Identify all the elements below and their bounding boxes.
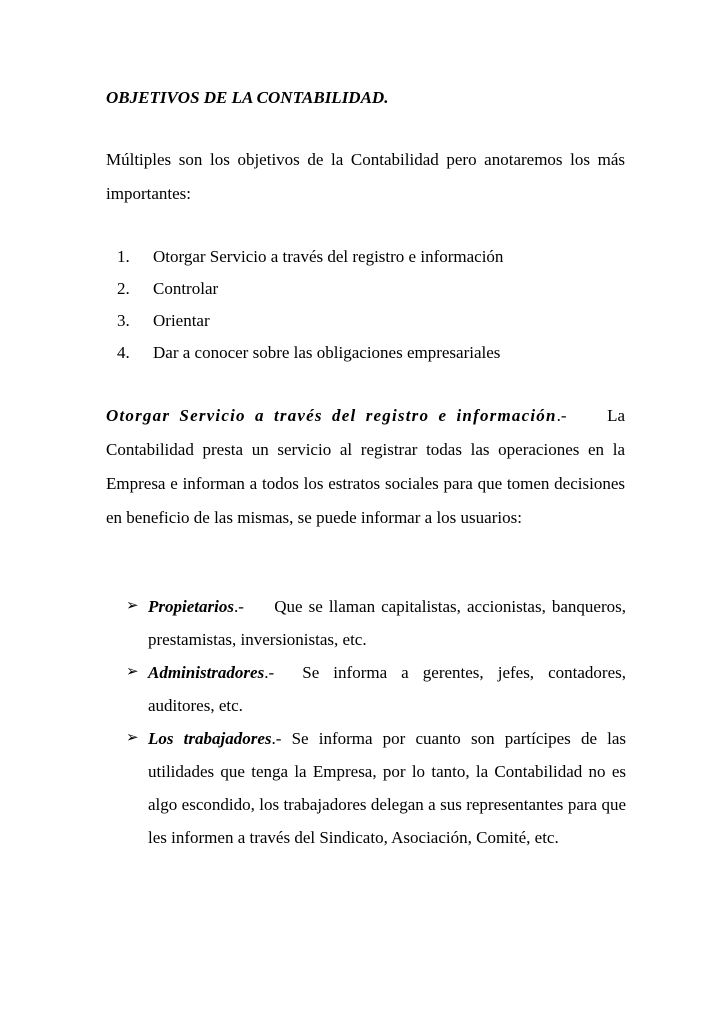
arrow-bullet-icon: ➢ [126,730,139,746]
list-number: 4. [117,343,130,362]
section-paragraph [106,399,625,535]
section-text: La Contabilidad presta un servicio al registrar todas las operaciones en la Empresa e informan a todos los estratos sociales para que tomen decisiones en beneficio de las mismas, se puede informar a los usuarios: [106,406,626,527]
bullet-text: Que se llaman capitalistas, accionistas, banqueros, prestamistas, inversionistas, etc. [148,597,626,649]
list-text: Otorgar Servicio a través del registro e información [153,247,504,266]
list-number: 2. [117,279,130,298]
objectives-list [106,241,626,369]
list-item [126,590,626,656]
bullet-separator: .- [233,597,244,616]
list-text: Orientar [153,311,210,330]
list-text: Controlar [153,279,219,298]
bullet-lead: Los trabajadores [148,729,272,748]
bullet-text: Se informa a gerentes, jefes, contadores, auditores, etc. [148,663,627,715]
list-item [106,273,626,305]
intro-paragraph: Múltiples son los objetivos de la Contabilidad pero anotaremos los más importantes: [106,150,625,203]
list-item [126,656,626,722]
list-item [106,305,626,337]
list-number: 3. [117,311,130,330]
bullet-lead: Administradores [148,663,265,682]
list-item [126,722,626,854]
bullet-separator: .- [264,663,275,682]
list-item [106,241,626,273]
arrow-bullet-icon: ➢ [126,598,139,614]
bullet-text: Se informa por cuanto son partícipes de las utilidades que tenga la Empresa, por lo tanto, la Contabilidad no es algo escondido, los trabajadores delegan a sus representantes para que les informen a través del Sindicato, Asociación, Comité, etc. [148,729,627,847]
users-list [126,590,626,854]
arrow-bullet-icon: ➢ [126,664,139,680]
list-text: Dar a conocer sobre las obligaciones empresariales [153,343,501,362]
bullet-separator: .- [271,729,282,748]
page-title: OBJETIVOS DE LA CONTABILIDAD. [106,88,389,107]
section-separator: .- [556,406,567,425]
section-lead: Otorgar Servicio a través del registro e información [106,406,557,425]
list-number: 1. [117,247,130,266]
bullet-lead: Propietarios [148,597,234,616]
list-item [106,337,626,369]
